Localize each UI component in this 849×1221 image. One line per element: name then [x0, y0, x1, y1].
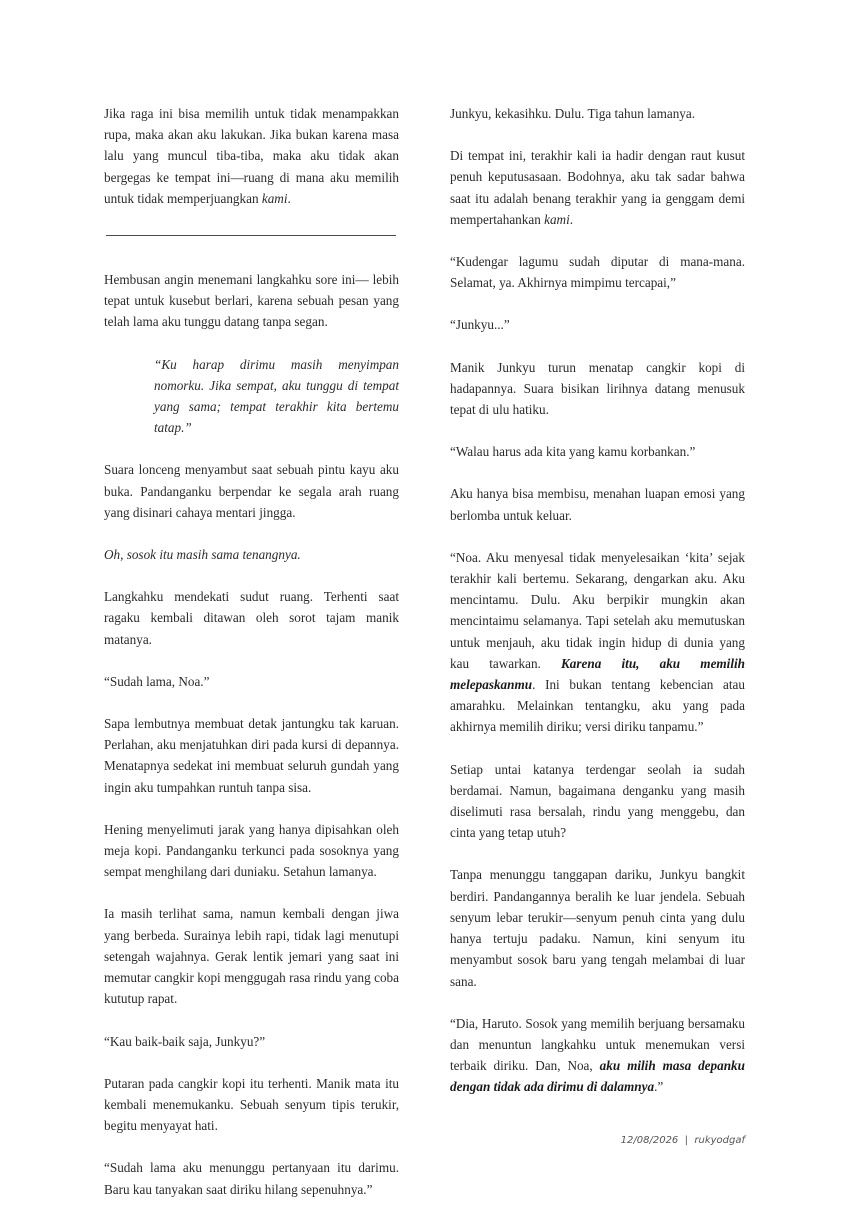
dialogue: “Kudengar lagumu sudah diputar di mana-mana. Selamat, ya. Akhirnya mimpimu tercapai,” [450, 254, 745, 291]
paragraph: Di tempat ini, terakhir kali ia hadir dengan raut kusut penuh keputusasaan. Bodohnya, aku tak sadar bahwa saat itu adalah benang terakhir yang ia genggam demi mempertahankan kami. [450, 148, 745, 227]
paragraph: Suara lonceng menyambut saat sebuah pintu kayu aku buka. Pandanganku berpendar ke segala arah ruang yang disinari cahaya mentari jingga. [104, 462, 399, 520]
left-column [104, 103, 399, 1221]
paragraph: Ia masih terlihat sama, namun kembali dengan jiwa yang berbeda. Surainya lebih rapi, tidak lagi menutupi setengah wajahnya. Gerak lentik jemari yang saat ini memutar cangkir kopi menggugah rasa rindu yang coba kututup rapat. [104, 906, 399, 1007]
emphasis-kami: kami [261, 190, 288, 206]
paragraph: Putaran pada cangkir kopi itu terhenti. Manik mata itu kembali menemukanku. Sebuah senyum tipis terukir, begitu menyayat hati. [104, 1075, 399, 1134]
section-divider [106, 235, 396, 236]
emphasis-bold-italic: Karena itu, aku memilih melepaskanmu [450, 655, 746, 693]
page-footer: 12/08/2026 | rukyodgaf [620, 1135, 745, 1146]
paragraph: Junkyu, kekasihku. Dulu. Tiga tahun lamanya. [450, 106, 696, 121]
emphasis-kami: kami [544, 211, 570, 227]
paragraph: Tanpa menunggu tanggapan dariku, Junkyu bangkit berdiri. Pandangannya beralih ke luar jendela. Sebuah senyum lebar terukir—senyum penuh cinta yang dulu hanya tertuju padaku. Namun, kini senyum itu menyambut sosok baru yang tengah melambai di luar sana. [450, 867, 745, 989]
dialogue: “Walau harus ada kita yang kamu korbankan.” [450, 444, 696, 460]
paragraph: Sapa lembutnya membuat detak jantungku tak karuan. Perlahan, aku menjatuhkan diri pada kursi di depannya. Menatapnya sedekat ini membuat seluruh gundah yang ingin aku tumpahkan runtuh tanpa sisa. [104, 716, 399, 795]
paragraph: Langkahku mendekati sudut ruang. Terhenti saat ragaku kembali ditawan oleh sorot tajam manik matanya. [104, 589, 399, 647]
inner-thought: Oh, sosok itu masih sama tenangnya. [104, 547, 301, 563]
paragraph: Hembusan angin menemani langkahku sore ini— lebih tepat untuk kusebut berlari, karena sebuah pesan yang telah lama aku tunggu datang tanpa segan. [104, 272, 399, 330]
paragraph: Aku hanya bisa membisu, menahan luapan emosi yang berlomba untuk keluar. [450, 486, 745, 523]
dialogue: “Sudah lama aku menunggu pertanyaan itu darimu. Baru kau tanyakan saat diriku hilang sepenuhnya.” [104, 1160, 399, 1197]
paragraph: Hening menyelimuti jarak yang hanya dipisahkan oleh meja kopi. Pandanganku terkunci pada sosoknya yang sempat menghilang dari duniaku. Setahun lamanya. [104, 821, 399, 880]
dialogue: “Noa. Aku menyesal tidak menyelesaikan ‘kita’ sejak terakhir kali bertemu. Sekarang, dengarkan aku. Aku mencintamu. Dulu. Aku berpikir mungkin akan mencintaimu selamanya. Tapi setelah aku memutuskan untuk menjauh, aku tidak ingin hidup di dunia yang kau tawarkan. Karena itu, aku memilih melepaskanmu. Ini bukan tentang kebencian atau amarahku. Melainkan tentangku, aku yang pada akhirnya memilih diriku; versi diriku tanpamu.” [450, 549, 746, 735]
paragraph-opening: Jika raga ini bisa memilih untuk tidak menampakkan rupa, maka akan aku lakukan. Jika bukan karena masa lalu yang muncul tiba-tiba, maka aku tidak akan bergegas ke tempat ini—ruang di mana aku memilih untuk tidak memperjuangkan kami. [104, 106, 399, 206]
paragraph: Setiap untai katanya terdengar seolah ia sudah berdamai. Namun, bagaimana denganku yang masih diselimuti rasa bersalah, rindu yang menggebu, dan cinta yang tetap utuh? [450, 761, 745, 841]
message-quote: “Ku harap dirimu masih menyimpan nomorku. Jika sempat, aku tunggu di tempat yang sama; tempat terakhir kita bertemu tatap.” [154, 356, 399, 436]
dialogue: “Kau baik-baik saja, Junkyu?” [104, 1033, 266, 1049]
dialogue: “Sudah lama, Noa.” [104, 673, 210, 689]
dialogue: “Dia, Haruto. Sosok yang memilih berjuang bersamaku dan menuntun langkahku untuk menemukan versi terbaik diriku. Dan, Noa, aku milih masa depanku dengan tidak ada dirimu di dalamnya.” [450, 1015, 745, 1095]
emphasis-bold-italic: aku milih masa depanku dengan tidak ada dirimu di dalamnya [450, 1058, 745, 1095]
right-column [450, 103, 745, 1119]
dialogue: “Junkyu...” [450, 317, 510, 333]
paragraph: Manik Junkyu turun menatap cangkir kopi di hadapannya. Suara bisikan lirihnya datang menusuk tepat di ulu hatiku. [450, 359, 745, 418]
